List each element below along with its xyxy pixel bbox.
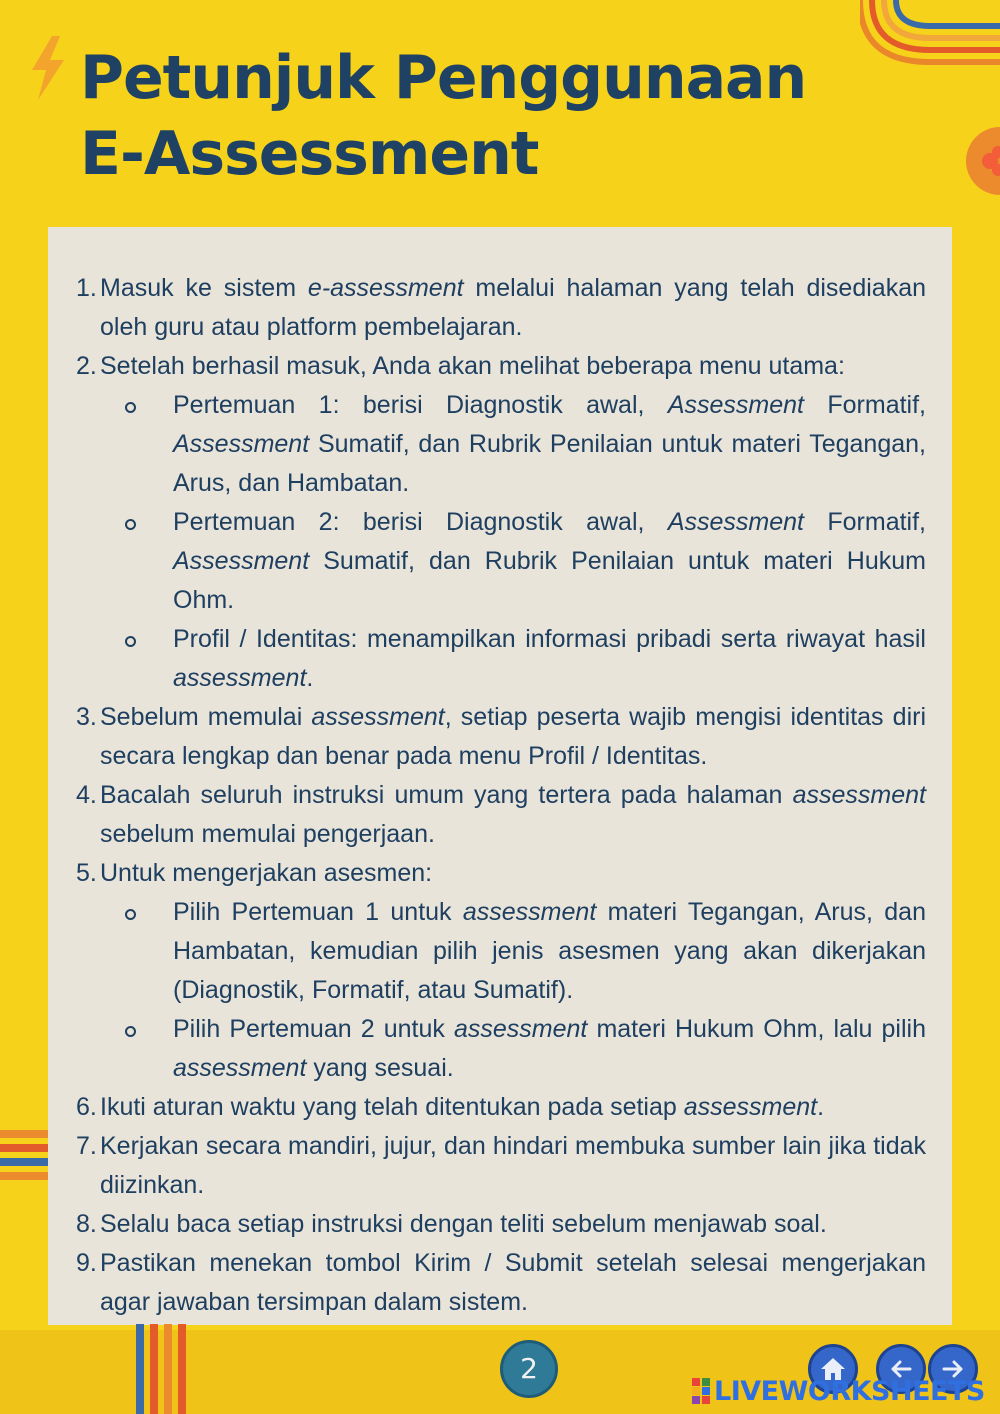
instruction-item <box>78 698 926 776</box>
instruction-item <box>78 854 926 1088</box>
decorative-stripes-left <box>0 1130 48 1182</box>
text-segment: Sebelum memulai <box>100 703 312 731</box>
lightning-icon <box>26 36 70 100</box>
text-segment: Masuk ke sistem <box>100 274 308 302</box>
text-segment: Pilih Pertemuan 2 untuk <box>173 1015 454 1043</box>
text-segment: Formatif, <box>804 391 926 419</box>
item-text <box>100 274 926 341</box>
text-segment: Pastikan menekan tombol Kirim / Submit setelah selesai mengerjakan agar jawaban tersimpan dalam sistem. <box>100 1249 926 1316</box>
instruction-item <box>78 1088 926 1127</box>
sub-item <box>100 503 926 620</box>
instruction-item <box>78 1127 926 1205</box>
item-text <box>100 352 845 380</box>
text-segment: Setelah berhasil masuk, Anda akan melihat beberapa menu utama: <box>100 352 845 380</box>
text-segment: Ikuti aturan waktu yang telah ditentukan pada setiap <box>100 1093 684 1121</box>
title-line-1: Petunjuk Penggunaan <box>80 43 807 113</box>
text-segment: materi Hukum Ohm, lalu pilih <box>587 1015 926 1043</box>
instruction-item <box>78 269 926 347</box>
instructions-panel <box>48 227 952 1325</box>
sub-item <box>100 1010 926 1088</box>
page-title <box>80 40 806 192</box>
item-text <box>100 1249 926 1316</box>
instruction-item <box>78 1244 926 1322</box>
item-number: 5. <box>76 859 97 887</box>
item-number: 6. <box>76 1093 97 1121</box>
text-segment: Pertemuan 1: berisi Diagnostik awal, <box>173 391 668 419</box>
italic-term: Assessment <box>667 508 804 536</box>
sub-list <box>100 893 926 1088</box>
text-segment: Untuk mengerjakan asesmen: <box>100 859 433 887</box>
text-segment: , setiap peserta wajib mengisi identitas diri secara lengkap dan benar pada menu Profil / Identitas. <box>100 703 926 770</box>
text-segment: melalui halaman yang telah disediakan oleh guru atau platform pembelajaran. <box>100 274 927 341</box>
text-segment: Kerjakan secara mandiri, jujur, dan hindari membuka sumber lain jika tidak diizinkan. <box>100 1132 926 1199</box>
item-text <box>100 1093 824 1121</box>
italic-term: assessment <box>683 1093 818 1121</box>
sub-item <box>100 386 926 503</box>
title-line-2: E-Assessment <box>80 119 539 189</box>
text-segment: Profil / Identitas: menampilkan informasi pribadi serta riwayat hasil <box>173 625 926 653</box>
text-segment: Pertemuan 2: berisi Diagnostik awal, <box>173 508 668 536</box>
italic-term: assessment <box>462 898 597 926</box>
liveworksheets-watermark <box>692 1374 985 1408</box>
italic-term: assessment <box>173 1054 307 1082</box>
italic-term: assessment <box>453 1015 588 1043</box>
watermark-text: LIVEWORKSHEETS <box>714 1375 985 1407</box>
italic-term: assessment <box>311 703 445 731</box>
italic-term: Assessment <box>173 547 310 575</box>
sub-list <box>100 386 926 698</box>
italic-term: assessment <box>792 781 926 809</box>
italic-term: Assessment <box>667 391 804 419</box>
item-number: 2. <box>76 352 97 380</box>
text-segment: Formatif, <box>804 508 926 536</box>
item-text <box>100 781 926 848</box>
sub-item <box>100 620 926 698</box>
italic-term: e-assessment <box>307 274 464 302</box>
item-number: 9. <box>76 1249 97 1277</box>
page-number-badge: 2 <box>500 1340 558 1398</box>
text-segment: . <box>306 664 314 692</box>
item-number: 4. <box>76 781 97 809</box>
item-number: 1. <box>76 274 97 302</box>
instructions-content <box>78 269 926 1322</box>
item-text <box>100 1132 926 1199</box>
italic-term: assessment <box>173 664 307 692</box>
text-segment: Sumatif, dan Rubrik Penilaian untuk materi Tegangan, Arus, dan Hambatan. <box>173 430 926 497</box>
text-segment: . <box>817 1093 825 1121</box>
text-segment: materi Tegangan, Arus, dan Hambatan, kemudian pilih jenis asesmen yang akan dikerjakan (Diagnostik, Formatif, atau Sumatif). <box>173 898 926 1004</box>
decorative-stripes-bottom <box>136 1324 190 1414</box>
text-segment: Bacalah seluruh instruksi umum yang tertera pada halaman <box>100 781 793 809</box>
instruction-item <box>78 776 926 854</box>
item-text <box>100 1210 827 1238</box>
instruction-item <box>78 1205 926 1244</box>
item-number: 8. <box>76 1210 97 1238</box>
item-text <box>100 703 926 770</box>
decorative-flower <box>964 126 1000 196</box>
text-segment: yang sesuai. <box>306 1054 454 1082</box>
item-number: 7. <box>76 1132 97 1160</box>
item-text <box>100 859 432 887</box>
text-segment: sebelum memulai pengerjaan. <box>100 820 435 848</box>
text-segment: Selalu baca setiap instruksi dengan teliti sebelum menjawab soal. <box>100 1210 827 1238</box>
sub-item <box>100 893 926 1010</box>
text-segment: Sumatif, dan Rubrik Penilaian untuk materi Hukum Ohm. <box>173 547 926 614</box>
italic-term: Assessment <box>173 430 310 458</box>
instruction-item <box>78 347 926 698</box>
instructions-list <box>78 269 926 1322</box>
liveworksheets-logo-icon <box>692 1378 710 1404</box>
decorative-arcs <box>860 0 1000 70</box>
text-segment: Pilih Pertemuan 1 untuk <box>173 898 463 926</box>
item-number: 3. <box>76 703 97 731</box>
